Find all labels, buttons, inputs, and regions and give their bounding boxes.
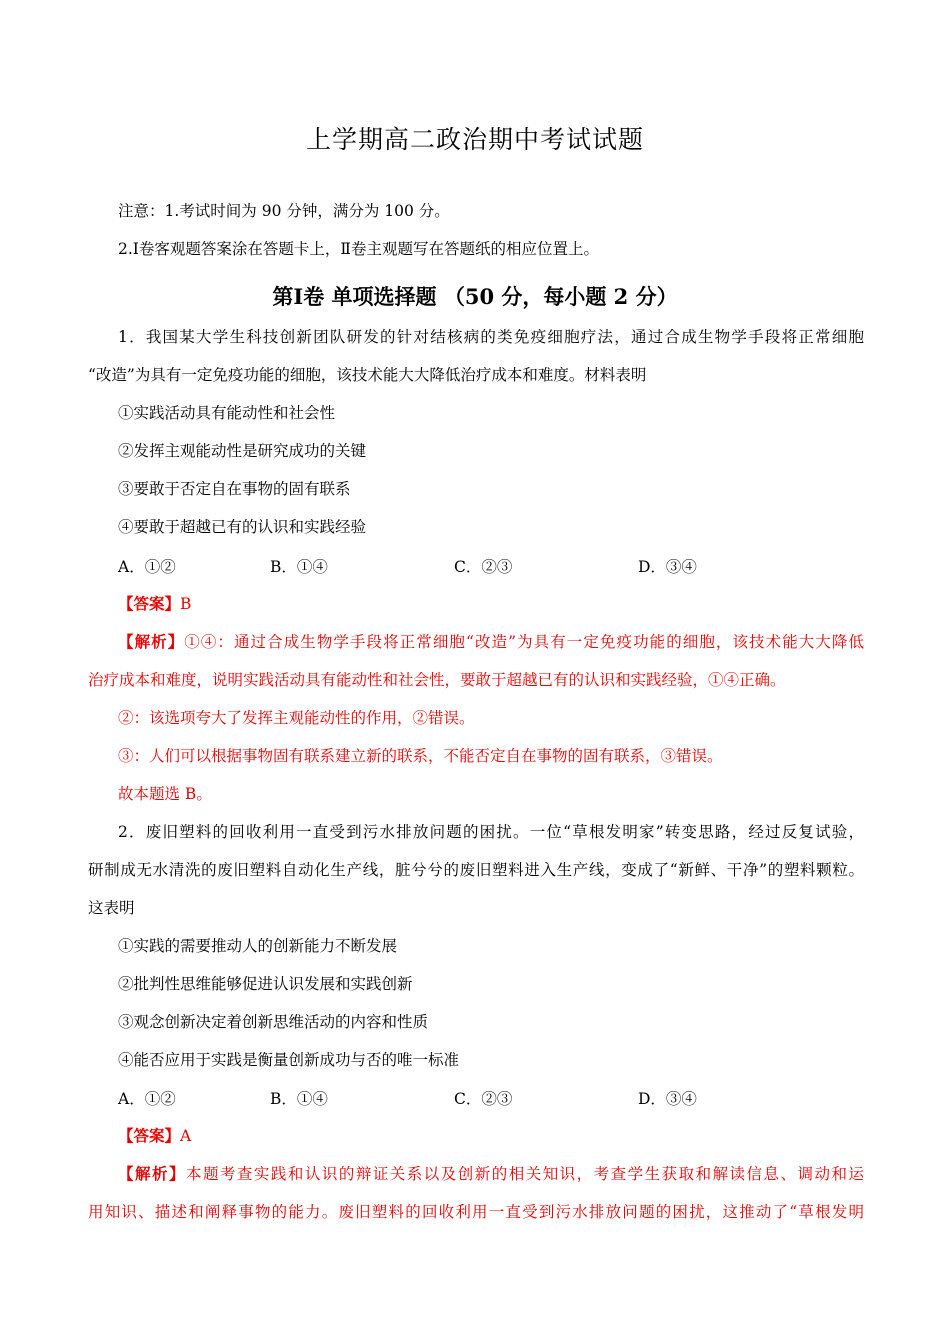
q1-analysis-line-3: ②：该选项夸大了发挥主观能动性的作用，②错误。 [118, 709, 475, 727]
q2-answer-value: A [180, 1127, 192, 1145]
q2-item-4: ④能否应用于实践是衡量创新成功与否的唯一标准 [118, 1051, 460, 1069]
q2-option-b: B．①④ [270, 1090, 328, 1108]
q1-option-c: C．②③ [454, 558, 513, 576]
q1-item-1: ①实践活动具有能动性和社会性 [118, 404, 336, 422]
q2-answer [118, 1125, 191, 1147]
q2-stem-line-2: 研制成无水清洗的废旧塑料自动化生产线，脏兮兮的废旧塑料进入生产线，变成了“新鲜、干净”的塑料颗粒。 [88, 861, 864, 879]
q1-options [118, 555, 818, 577]
q1-option-b: B．①④ [270, 558, 328, 576]
q1-stem-line-1: 1．我国某大学生科技创新团队研发的针对结核病的类免疫细胞疗法，通过合成生物学手段将正常细胞 [118, 328, 864, 346]
q2-analysis-line-1 [118, 1163, 864, 1185]
q1-analysis-line-4: ③：人们可以根据事物固有联系建立新的联系，不能否定自在事物的固有联系，③错误。 [118, 747, 723, 765]
q1-answer [118, 593, 191, 615]
q2-analysis-tag: 【解析】 [118, 1164, 186, 1183]
q1-item-2: ②发挥主观能动性是研究成功的关键 [118, 442, 367, 460]
note-line-2: 2.Ⅰ卷客观题答案涂在答题卡上，Ⅱ卷主观题写在答题纸的相应位置上。 [118, 240, 599, 258]
q1-analysis-line-1 [118, 631, 864, 653]
q1-answer-value: B [180, 595, 192, 613]
q2-option-c: C．②③ [454, 1090, 513, 1108]
q1-answer-tag: 【答案】 [118, 594, 181, 613]
q1-item-4: ④要敢于超越已有的认识和实践经验 [118, 518, 367, 536]
q2-stem-line-1: 2．废旧塑料的回收利用一直受到污水排放问题的困扰。一位“草根发明家”转变思路，经过反复试验， [118, 823, 864, 841]
q2-option-a: A．①② [118, 1090, 176, 1108]
q1-item-3: ③要敢于否定自在事物的固有联系 [118, 480, 351, 498]
q1-option-d: D．③④ [638, 558, 697, 576]
q1-option-a: A．①② [118, 558, 176, 576]
q2-option-d: D．③④ [638, 1090, 697, 1108]
q2-analysis-line-2: 用知识、描述和阐释事物的能力。废旧塑料的回收利用一直受到污水排放问题的困扰，这推动了“草根发明 [88, 1203, 864, 1221]
q2-stem-line-3: 这表明 [88, 899, 135, 917]
note-line-1: 注意：1.考试时间为 90 分钟，满分为 100 分。 [118, 202, 450, 220]
q1-analysis-tag: 【解析】 [118, 632, 185, 651]
q1-analysis-text-1: ①④：通过合成生物学手段将正常细胞“改造”为具有一定免疫功能的细胞，该技术能大大降低 [184, 633, 864, 651]
q2-item-2: ②批判性思维能够促进认识发展和实践创新 [118, 975, 413, 993]
q2-item-1: ①实践的需要推动人的创新能力不断发展 [118, 937, 398, 955]
q2-options [118, 1087, 818, 1109]
page-title: 上学期高二政治期中考试试题 [305, 125, 644, 154]
q2-item-3: ③观念创新决定着创新思维活动的内容和性质 [118, 1013, 429, 1031]
q1-analysis-line-2: 治疗成本和难度，说明实践活动具有能动性和社会性，要敢于超越已有的认识和实践经验，①④正确。 [88, 671, 786, 689]
q2-answer-tag: 【答案】 [118, 1126, 181, 1145]
q1-conclusion: 故本题选 B。 [118, 785, 212, 803]
q1-stem-line-2: “改造”为具有一定免疫功能的细胞，该技术能大大降低治疗成本和难度。材料表明 [88, 366, 647, 384]
q2-analysis-text-1: 本题考查实践和认识的辩证关系以及创新的相关知识，考查学生获取和解读信息、调动和运 [185, 1165, 864, 1183]
section-heading: 第Ⅰ卷 单项选择题 （50 分，每小题 2 分） [272, 284, 678, 309]
